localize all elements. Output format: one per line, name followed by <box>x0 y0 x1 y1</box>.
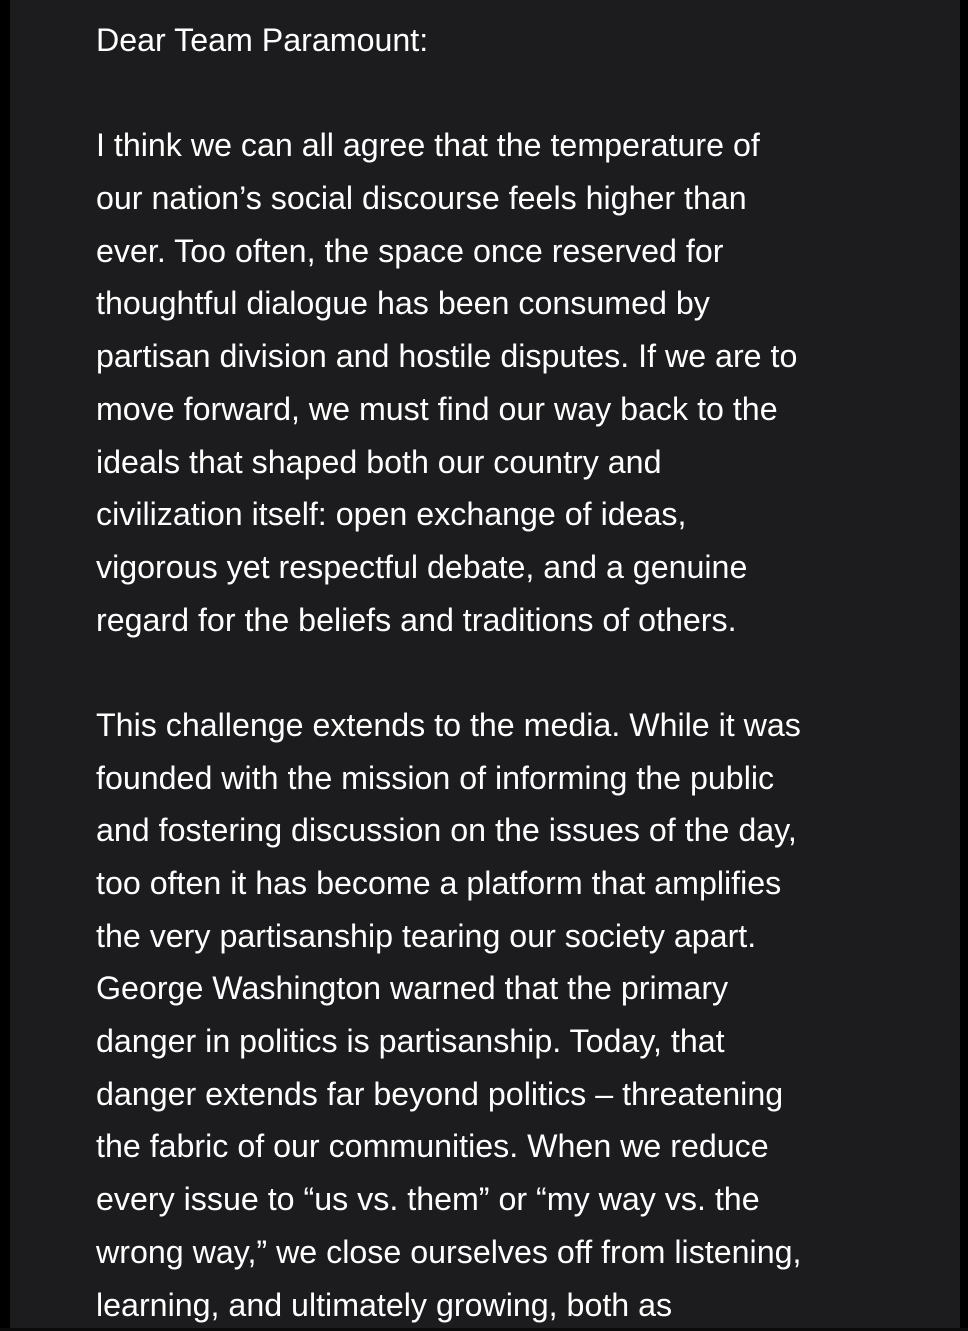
text-line: ever. Too often, the space once reserved for <box>96 225 936 278</box>
text-line: ideals that shaped both our country and <box>96 436 936 489</box>
text-line: I think we can all agree that the temperature of <box>96 119 936 172</box>
text-line: founded with the mission of informing the public <box>96 752 936 805</box>
text-line: civilization itself: open exchange of ideas, <box>96 488 936 541</box>
text-line: danger in politics is partisanship. Today, that <box>96 1015 936 1068</box>
text-line: every issue to “us vs. them” or “my way vs. the <box>96 1173 936 1226</box>
paragraph-1 <box>96 119 936 646</box>
paragraph-spacer <box>96 646 936 699</box>
letter-body <box>96 14 936 1331</box>
salutation: Dear Team Paramount: <box>96 14 936 67</box>
paragraph-2 <box>96 699 936 1331</box>
text-line: too often it has become a platform that amplifies <box>96 857 936 910</box>
text-line: vigorous yet respectful debate, and a genuine <box>96 541 936 594</box>
text-line: George Washington warned that the primary <box>96 962 936 1015</box>
text-line: the very partisanship tearing our society apart. <box>96 910 936 963</box>
text-line: partisan division and hostile disputes. If we are to <box>96 330 936 383</box>
paragraph-spacer <box>96 67 936 120</box>
left-edge-strip <box>0 0 10 1328</box>
text-line: wrong way,” we close ourselves off from listening, <box>96 1226 936 1279</box>
text-line: regard for the beliefs and traditions of others. <box>96 594 936 647</box>
text-line: our nation’s social discourse feels higher than <box>96 172 936 225</box>
text-line: and fostering discussion on the issues of the day, <box>96 804 936 857</box>
right-edge-strip <box>960 0 968 1328</box>
text-line: This challenge extends to the media. While it was <box>96 699 936 752</box>
text-line: danger extends far beyond politics – threatening <box>96 1068 936 1121</box>
text-line: move forward, we must find our way back to the <box>96 383 936 436</box>
text-line: learning, and ultimately growing, both as <box>96 1279 936 1331</box>
text-line: thoughtful dialogue has been consumed by <box>96 277 936 330</box>
text-line: the fabric of our communities. When we reduce <box>96 1120 936 1173</box>
